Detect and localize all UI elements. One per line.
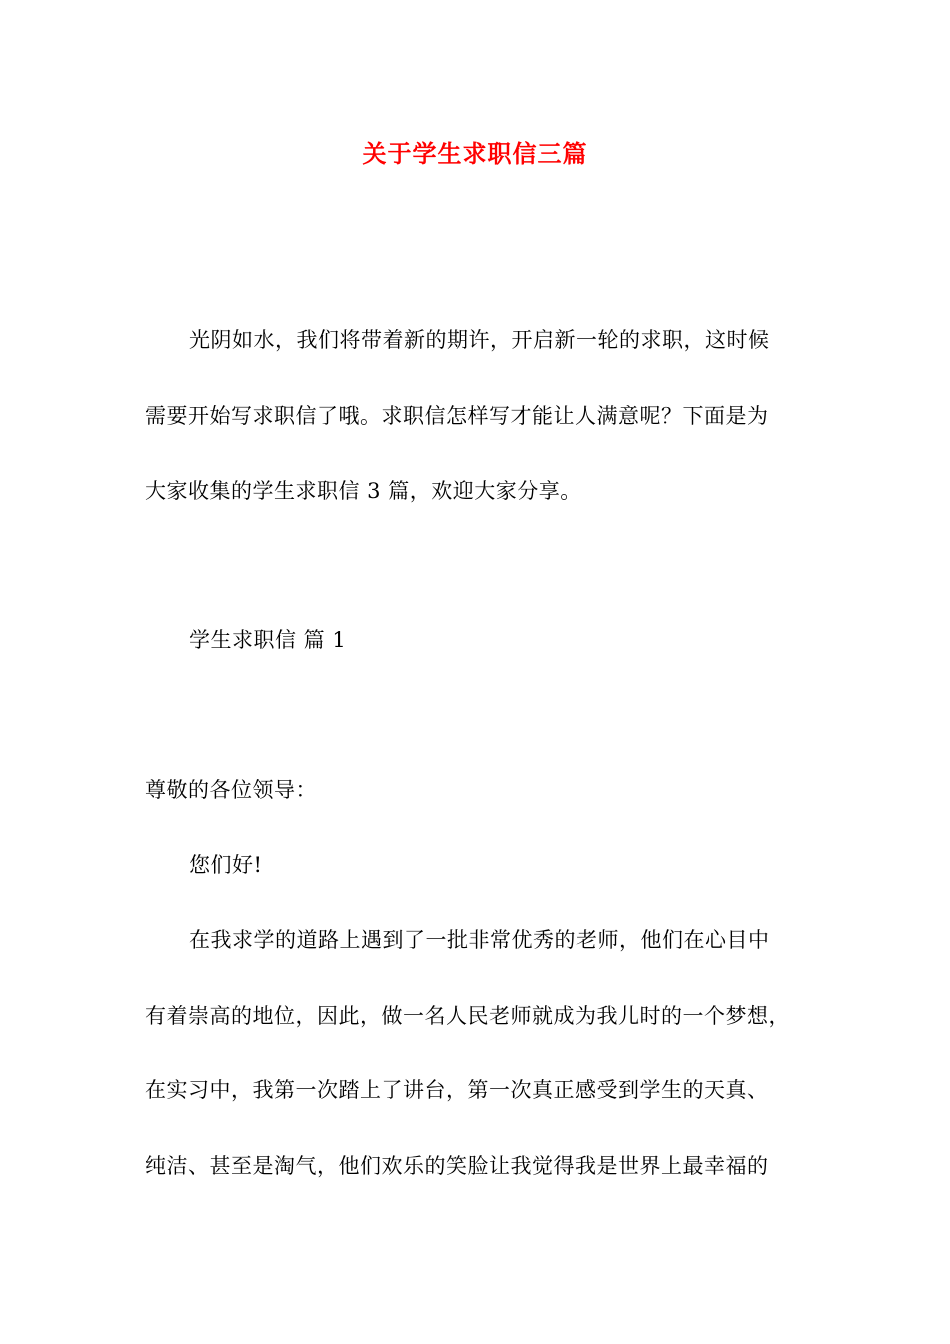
body-line-2: 有着崇高的地位，因此，做一名人民老师就成为我儿时的一个梦想， (145, 1004, 790, 1028)
salutation: 尊敬的各位领导： (145, 778, 317, 802)
body-line-3: 在实习中，我第一次踏上了讲台，第一次真正感受到学生的天真、 (145, 1078, 769, 1102)
section-heading: 学生求职信 篇 1 (189, 628, 347, 652)
intro-line-3: 大家收集的学生求职信 3 篇，欢迎大家分享。 (145, 479, 582, 503)
intro-line-1: 光阴如水，我们将带着新的期许，开启新一轮的求职，这时候 (189, 328, 770, 352)
greeting: 您们好! (189, 853, 263, 877)
document-title: 关于学生求职信三篇 (362, 139, 588, 168)
intro-line-2: 需要开始写求职信了哦。求职信怎样写才能让人满意呢？下面是为 (145, 404, 769, 428)
body-line-1: 在我求学的道路上遇到了一批非常优秀的老师，他们在心目中 (189, 928, 770, 952)
body-line-4: 纯洁、甚至是淘气，他们欢乐的笑脸让我觉得我是世界上最幸福的 (145, 1154, 769, 1178)
